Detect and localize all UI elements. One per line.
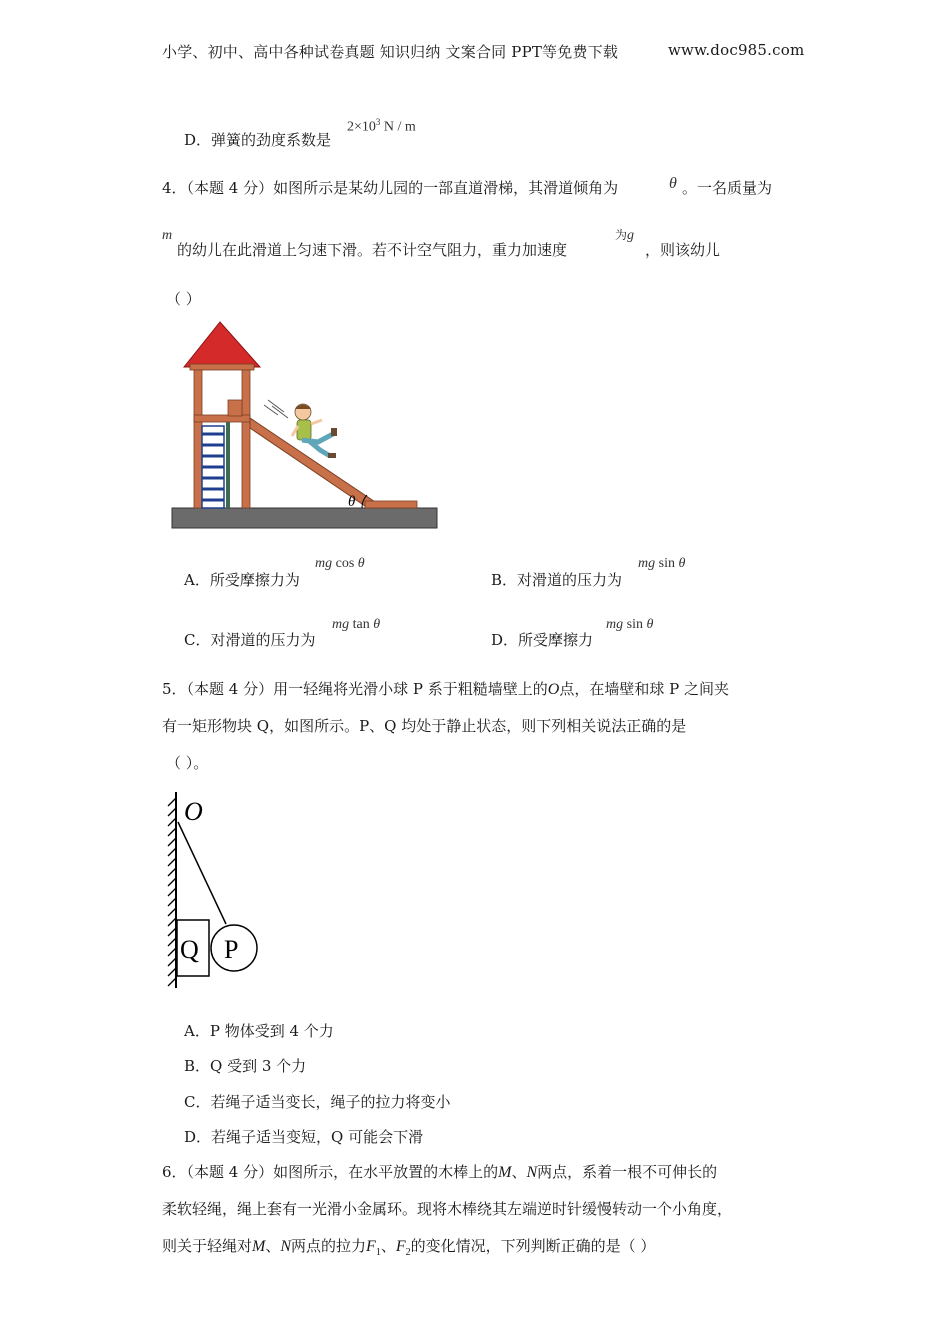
q6-line2: 柔软轻绳，绳上套有一光滑小金属环。现将木棒绕其左端逆时针缓慢转动一个小角度， <box>162 1200 733 1218</box>
child-figure <box>292 404 337 458</box>
point-O-label: O <box>184 797 203 826</box>
q3-option-d-math <box>347 117 416 136</box>
q4-line1 <box>162 178 618 198</box>
math-theta: θ <box>357 556 365 571</box>
math-unit: N / m <box>380 119 416 135</box>
figure-theta: θ <box>348 494 356 510</box>
q5-O: O <box>547 681 560 698</box>
math-fn: cos <box>332 556 358 571</box>
q4-option-d: D．所受摩擦力 <box>491 631 594 649</box>
q4-option-c-math <box>332 617 380 633</box>
q4-line2-end: ，则该幼儿 <box>645 241 721 259</box>
q3-option-d-label: D．弹簧的劲度系数是 <box>184 131 332 149</box>
q4-line2-text: 的幼儿在此滑道上匀速下滑。若不计空气阻力，重力加速度 <box>177 241 568 259</box>
math-theta: θ <box>373 617 381 632</box>
math-fn: tan <box>349 617 374 632</box>
force-symbol: F <box>366 1238 376 1255</box>
q4-g <box>615 226 634 244</box>
q6-line3-b: 两点的拉力 <box>291 1237 367 1255</box>
q4-line1-text: 4．（本题 4 分）如图所示是某幼儿园的一部直道滑梯，其滑道倾角为 <box>162 179 619 197</box>
roof <box>184 322 260 367</box>
q6-sep: 、 <box>511 1163 527 1181</box>
wall-hatching <box>168 798 176 986</box>
left-post <box>194 370 202 508</box>
q5-option-d: D．若绳子适当变短，Q 可能会下滑 <box>184 1128 424 1146</box>
force-subscript: 2 <box>405 1247 411 1259</box>
q6-line3 <box>162 1236 655 1263</box>
q5-option-a: A．P 物体受到 4 个力 <box>184 1022 334 1040</box>
math-theta: θ <box>678 556 686 571</box>
q4-paren: （ ） <box>166 290 201 308</box>
math-var: mg <box>332 617 350 632</box>
q5-option-b: B．Q 受到 3 个力 <box>184 1057 307 1075</box>
rope <box>178 822 226 924</box>
q6-sep: 、 <box>380 1237 396 1255</box>
pole <box>226 422 230 508</box>
q6-line3-a: 则关于轻绳对 <box>162 1237 253 1255</box>
roof-beam <box>190 364 254 370</box>
math-exp: 3 <box>375 117 381 127</box>
q4-option-a: A．所受摩擦力为 <box>184 571 300 589</box>
q4-option-b: B．对滑道的压力为 <box>491 571 623 589</box>
q4-option-d-math <box>606 617 653 633</box>
q5-line1-b: 点，在墙壁和球 P 之间夹 <box>559 680 729 698</box>
force-symbol: F <box>395 1238 406 1255</box>
q4-option-a-math <box>315 556 365 572</box>
slide-end <box>365 501 417 508</box>
q3-option-d <box>184 130 331 150</box>
math-fn: sin <box>623 617 647 632</box>
platform-box <box>228 400 242 416</box>
q4-g-var: g <box>627 228 635 243</box>
q5-line1-a: 5．（本题 4 分）用一轻绳将光滑小球 P 系于粗糙墙壁上的 <box>162 680 548 698</box>
math-var: mg <box>315 556 333 571</box>
force-subscript: 1 <box>375 1247 381 1259</box>
math-coef: 2×10 <box>347 119 376 135</box>
q6-line1-a: 6．（本题 4 分）如图所示，在水平放置的木棒上的 <box>162 1163 499 1181</box>
q6-M: M <box>252 1238 266 1255</box>
q5-line1 <box>162 679 729 700</box>
ground <box>172 508 437 528</box>
q6-F1 <box>366 1238 381 1259</box>
wall-ball-figure <box>160 788 270 994</box>
q4-option-b-math <box>638 556 685 572</box>
q6-line3-c: 的变化情况，下列判断正确的是（ ） <box>410 1237 656 1255</box>
motion-line <box>268 400 284 412</box>
math-fn: sin <box>655 556 679 571</box>
q4-theta: θ <box>669 175 677 192</box>
q6-N: N <box>526 1164 538 1181</box>
slide-chute <box>250 418 384 508</box>
header-left: 小学、初中、高中各种试卷真题 知识归纳 文案合同 PPT等免费下载 <box>162 43 619 61</box>
q4-m: m <box>162 228 173 243</box>
math-theta: θ <box>646 617 654 632</box>
q6-line1-b: 两点，系着一根不可伸长的 <box>537 1163 718 1181</box>
q6-N: N <box>280 1238 292 1255</box>
q5-line2: 有一矩形物块 Q，如图所示。P、Q 均处于静止状态，则下列相关说法正确的是 <box>162 717 687 735</box>
block-Q-label: Q <box>180 935 199 964</box>
math-var: mg <box>638 556 656 571</box>
q5-option-c: C．若绳子适当变长，绳子的拉力将变小 <box>184 1093 451 1111</box>
slide-figure <box>170 318 440 530</box>
ball-P-label: P <box>224 935 239 964</box>
q6-line1 <box>162 1162 717 1183</box>
ladder <box>202 426 224 508</box>
q5-line3: （ ）。 <box>166 754 209 772</box>
header-right: www.doc985.com <box>668 41 805 59</box>
q4-line1-end: 。一名质量为 <box>682 179 773 197</box>
right-post <box>242 370 250 508</box>
q6-F2 <box>395 1238 411 1259</box>
q4-option-c: C．对滑道的压力为 <box>184 631 316 649</box>
q4-g-prefix: 为 <box>615 228 628 242</box>
q6-M: M <box>498 1164 512 1181</box>
q6-sep: 、 <box>265 1237 281 1255</box>
math-var: mg <box>606 617 624 632</box>
